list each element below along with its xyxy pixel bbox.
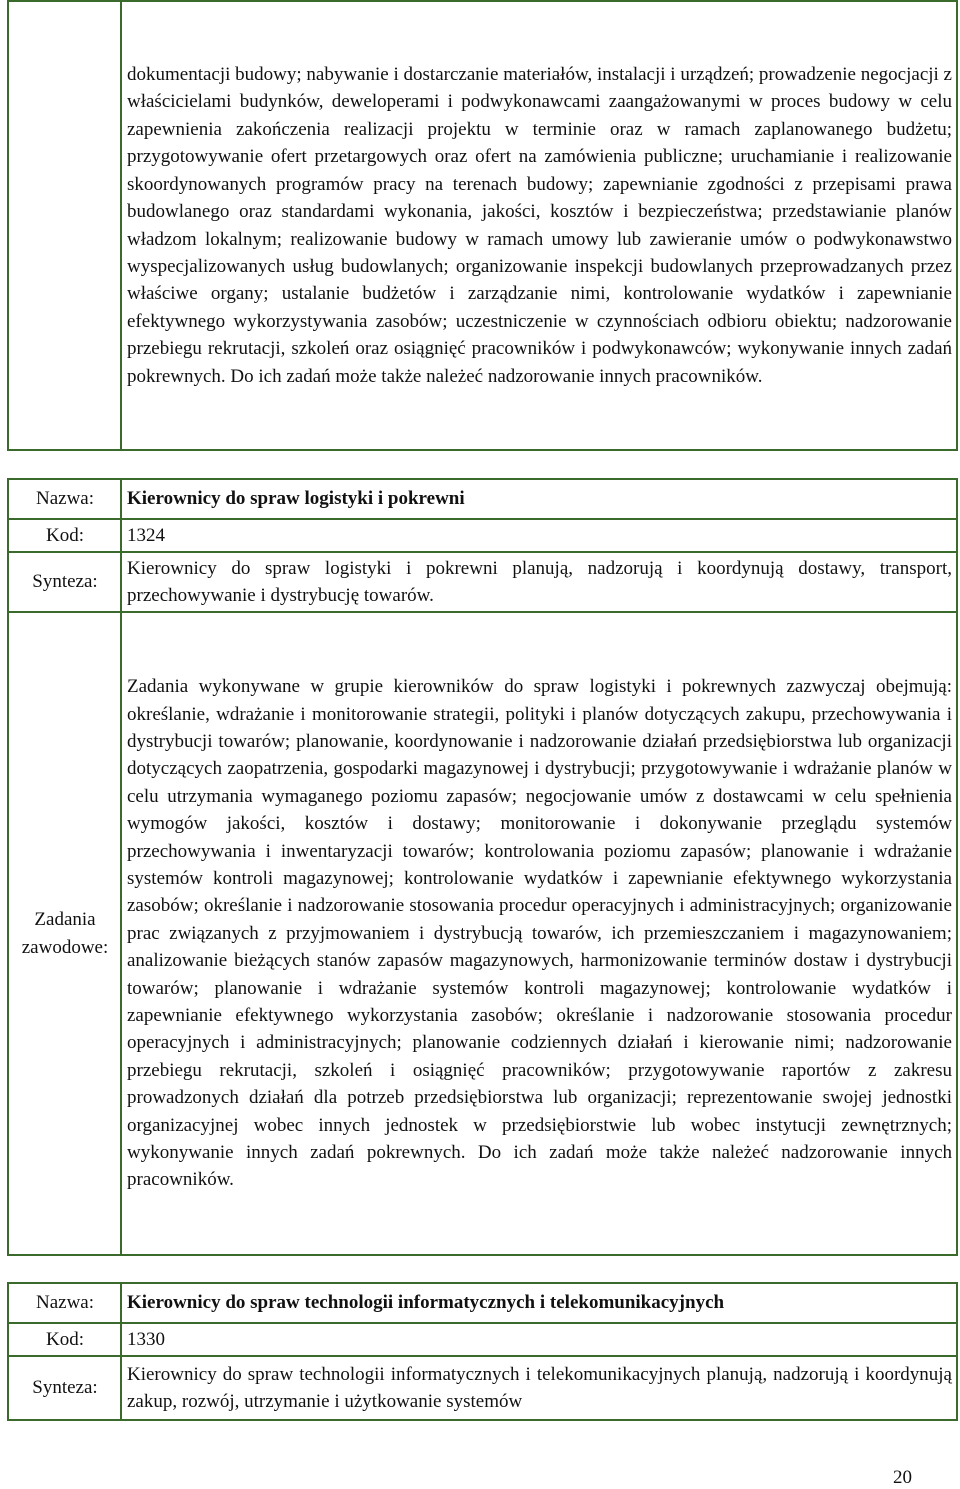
- name-label: Nazwa:: [8, 479, 121, 519]
- tasks-label: [8, 612, 121, 1255]
- tasks-text-continued: dokumentacji budowy; nabywanie i dostarczanie materiałów, instalacji i urządzeń; prowadzenie negocjacji z właścicielami budynków, deweloperami i podwykonawcami zaangażowanymi w proces budowy w celu zapewnienia zakończenia realizacji projektu w terminie oraz w ramach zaplanowanego budżetu; przygotowywanie ofert przetargowych oraz ofert na zamówienia publiczne; uruchamianie i realizowanie skoordynowanych programów pracy na terenach budowy; zapewnianie zgodności z przepisami prawa budowlanego oraz standardami wykonania, jakości, kosztów i bezpieczeństwa; przedstawianie planów władzom lokalnym; realizowanie budowy w ramach umowy lub zawieranie umów o podwykonawstwo wyspecjalizowanych usług budowlanych; organizowanie inspekcji budowlanych przeprowadzanych przez właściwe organy; ustalanie budżetów i zarządzanie nimi, kontrolowanie wydatków i zapewnianie efektywnego wykorzystywania zasobów; uczestniczenie w czynnościach odbioru obiektu; nadzorowanie przebiegu rekrutacji, szkoleń oraz osiągnięć pracowników i podwykonawców; wykonywanie innych zadań pokrewnych. Do ich zadań może także należeć nadzorowanie innych pracowników.: [121, 1, 957, 450]
- occupation-code: 1330: [121, 1323, 957, 1356]
- occupation-synthesis: Kierownicy do spraw technologii informatycznych i telekomunikacyjnych planują, nadzorują i koordynują zakup, rozwój, utrzymanie i użytkowanie systemów: [121, 1356, 957, 1420]
- code-label: Kod:: [8, 519, 121, 552]
- synthesis-label: Synteza:: [8, 1356, 121, 1420]
- occupation-entry-1324: [7, 478, 958, 1256]
- empty-label-cell: [8, 1, 121, 450]
- synthesis-label: Synteza:: [8, 552, 121, 612]
- name-label: Nazwa:: [8, 1283, 121, 1323]
- occupation-tasks: Zadania wykonywane w grupie kierowników do spraw logistyki i pokrewnych zazwyczaj obejmują: określanie, wdrażanie i monitorowanie strategii, polityki i planów dotyczących zakupu, przechowywania i dystrybucji towarów; planowanie, koordynowanie i nadzorowanie działań przedsiębiorstwa lub organizacji dotyczących zaopatrzenia, gospodarki magazynowej i dystrybucji; przygotowywanie i wdrażanie planów w celu utrzymania wymaganego poziomu zapasów; negocjowanie umów z dostawcami w celu spełnienia wymogów jakości, kosztów i dostawy; monitorowanie i dokonywanie przeglądu systemów przechowywania i inwentaryzacji towarów; kontrolowania poziomu zapasów; planowanie i wdrażanie systemów kontroli magazynowej; kontrolowanie wydatków i zapewnianie efektywnego wykorzystania zasobów; określanie i nadzorowanie stosowania procedur operacyjnych i administracyjnych; organizowanie prac związanych z przyjmowaniem i dystrybucją towarów, ich przemieszczaniem i magazynowaniem; analizowanie bieżących stanów zapasów magazynowych, harmonizowanie terminów dostaw i dystrybucji towarów; planowanie i wdrażanie systemów kontroli magazynowej; kontrolowanie wydatków i zapewnianie efektywnego wykorzystania zasobów; określanie i nadzorowanie stosowania procedur operacyjnych i administracyjnych; planowanie codziennych działań i kierowanie nimi; nadzorowanie przebiegu rekrutacji, szkoleń i osiągnięć pracowników; przygotowywanie raportów z zakresu prowadzonych działań dla potrzeb przedsiębiorstwa lub organizacji; reprezentowanie swojej jednostki organizacyjnej wobec innych jednostek w przedsiębiorstwie lub wobec instytucji zewnętrznych; wykonywanie innych zadań pokrewnych. Do ich zadań może także należeć nadzorowanie innych pracowników.: [121, 612, 957, 1255]
- occupation-name: Kierownicy do spraw technologii informatycznych i telekomunikacyjnych: [121, 1283, 957, 1323]
- previous-entry-continuation: [7, 0, 958, 451]
- occupation-entry-1330: [7, 1282, 958, 1421]
- occupation-code: 1324: [121, 519, 957, 552]
- code-label: Kod:: [8, 1323, 121, 1356]
- tasks-label-line2: zawodowe:: [21, 936, 109, 958]
- occupation-name: Kierownicy do spraw logistyki i pokrewni: [121, 479, 957, 519]
- tasks-label-line1: Zadania: [34, 909, 96, 931]
- occupation-synthesis: Kierownicy do spraw logistyki i pokrewni planują, nadzorują i koordynują dostawy, transport, przechowywanie i dystrybucję towarów.: [121, 552, 957, 612]
- page-number: 20: [893, 1467, 912, 1488]
